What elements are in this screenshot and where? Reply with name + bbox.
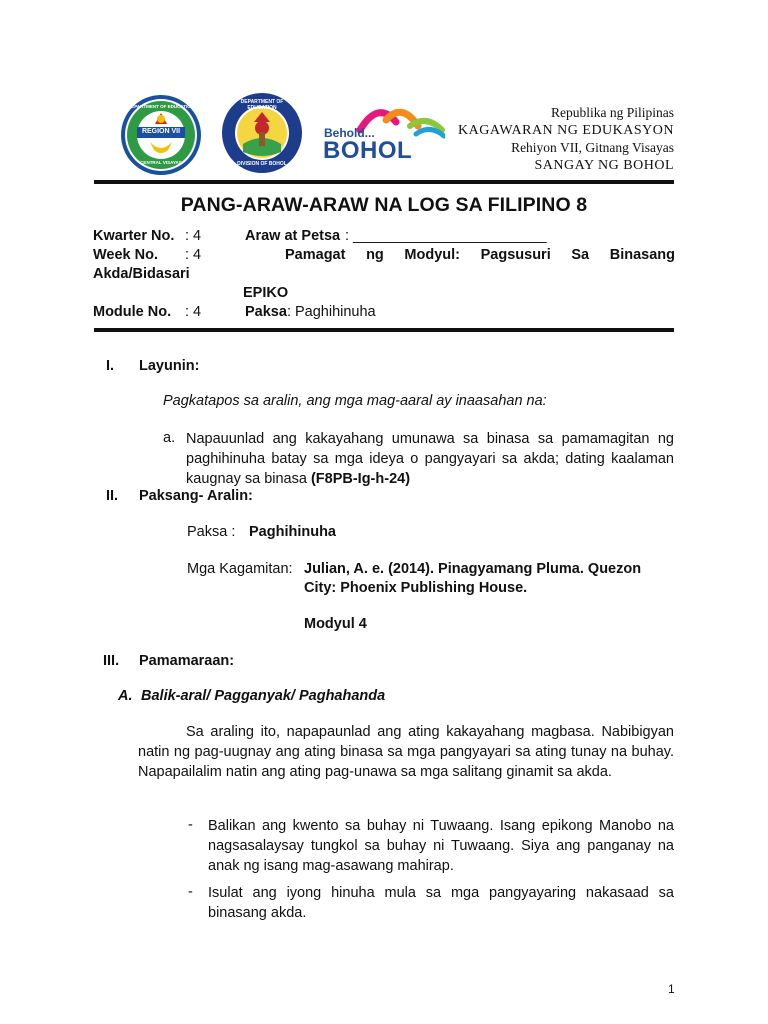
- subsection-a-heading: [141, 688, 385, 704]
- page-number: 1: [668, 982, 675, 996]
- info-divider: [94, 328, 674, 332]
- section-1-heading: Layunin:: [139, 358, 200, 374]
- bohol-text: BOHOL: [323, 137, 413, 164]
- bullet-1-text: Balikan ang kwento sa buhay ni Tuwaang. Isang epikong Manobo na nagsasalaysay tungkol sa buhay ni Tuwaang. Siya ang panganay na anak ng isang mag-asawang mahirap.: [208, 818, 674, 874]
- bullet-1-mark: -: [188, 817, 193, 833]
- pamagat-word-5: Sa: [571, 247, 590, 263]
- pamagat-word-4: Pagsusuri: [480, 247, 551, 263]
- kwarter-value: : 4: [185, 228, 202, 244]
- week-value: : 4: [185, 247, 202, 263]
- week-label: Week No.: [93, 247, 159, 263]
- region-label-text: REGION VII: [141, 128, 181, 135]
- subsection-a-letter: A.: [118, 688, 133, 704]
- araw-label: Araw at Petsa: [245, 228, 341, 244]
- subsection-a-part-1: Balik-aral/: [141, 688, 211, 704]
- kagamitan-line-2: City: Phoenix Publishing House.: [304, 580, 528, 596]
- region-seal-bottom-text: CENTRAL VISAYAS: [140, 160, 182, 165]
- pamagat-word-6: Binasang: [609, 247, 675, 263]
- section-2-number: II.: [106, 488, 119, 504]
- paksa-info: [245, 304, 376, 320]
- epiko-text: EPIKO: [243, 285, 289, 301]
- agency-header: [414, 104, 674, 174]
- modyul-text: Modyul 4: [304, 616, 367, 632]
- subsection-a-part-2: Pagganyak/: [210, 688, 295, 704]
- rehiyon-text: Rehiyon VII, Gitnang Visayas: [511, 140, 674, 155]
- section-1-intro: Pagkatapos sa aralin, ang mga mag-aaral ay inaasahan na:: [163, 393, 547, 409]
- kwarter-label: Kwarter No.: [93, 228, 175, 244]
- republika-text: Republika ng Pilipinas: [551, 105, 674, 120]
- pamagat-word-1: Pamagat: [285, 247, 346, 263]
- paksa-info-value: : Paghihinuha: [286, 304, 376, 320]
- objective-body: Napauunlad ang kakayahang umunawa sa binasa sa pamamagitan ng paghihinuha batay sa mga ideya o pangyayari sa akda; dating kaalaman kaugnay sa binasa: [186, 431, 674, 487]
- section-2-heading: Paksang- Aralin:: [139, 488, 253, 504]
- division-seal-top-text: DEPARTMENT OF EDUCATION: [240, 99, 284, 111]
- pamagat-word-2: ng: [366, 247, 384, 263]
- paksa-value: Paghihinuha: [249, 524, 336, 540]
- section-3-heading: Pamamaraan:: [139, 653, 235, 669]
- division-of-bohol-seal-logo: [221, 92, 303, 174]
- paksa-label: Paksa :: [187, 524, 236, 540]
- module-label: Module No.: [93, 304, 172, 320]
- objective-code: (F8PB-Ig-h-24): [310, 471, 411, 487]
- kagawaran-text: KAGAWARAN NG EDUKASYON: [458, 122, 674, 138]
- region-vii-seal-logo: [120, 94, 202, 176]
- subsection-a-paragraph: Sa araling ito, napapaunlad ang ating kakayahang magbasa. Nabibigyan natin ng pag-uugnay ang ating binasa sa mga pangyayari sa ating tunay na buhay. Napapailalim natin ang ating pag-unawa sa mga salitang ginamit sa akda.: [138, 724, 674, 780]
- objective-letter: a.: [163, 430, 176, 446]
- region-seal-top-text: DEPARTMENT OF EDUCATION: [127, 104, 195, 109]
- section-1-number: I.: [106, 358, 115, 374]
- paksa-info-label: Paksa: [245, 304, 287, 320]
- pamagat-continuation: Akda/Bidasari: [93, 266, 190, 282]
- pamagat-label: [285, 247, 675, 263]
- module-value: : 4: [185, 304, 202, 320]
- sangay-text: SANGAY NG BOHOL: [534, 157, 674, 173]
- bullet-2-mark: -: [188, 884, 193, 900]
- kagamitan-label: Mga Kagamitan:: [187, 561, 293, 577]
- objective-text: [186, 429, 674, 489]
- kagamitan-line-1: Julian, A. e. (2014). Pinagyamang Pluma. Quezon: [304, 561, 642, 577]
- behold-text: Behold...: [324, 126, 375, 140]
- header-divider: [94, 180, 674, 184]
- page-title: PANG-ARAW-ARAW NA LOG SA FILIPINO 8: [180, 194, 588, 216]
- section-3-number: III.: [103, 653, 120, 669]
- pamagat-word-3: Modyul:: [404, 247, 460, 263]
- subsection-a-part-3: Paghahanda: [294, 688, 386, 704]
- division-seal-bottom-text: DIVISION OF BOHOL: [237, 161, 287, 167]
- bullet-2-text: Isulat ang iyong hinuha mula sa mga pangyayaring nakasaad sa binasang akda.: [208, 885, 674, 921]
- araw-value: : ________________________: [345, 228, 547, 244]
